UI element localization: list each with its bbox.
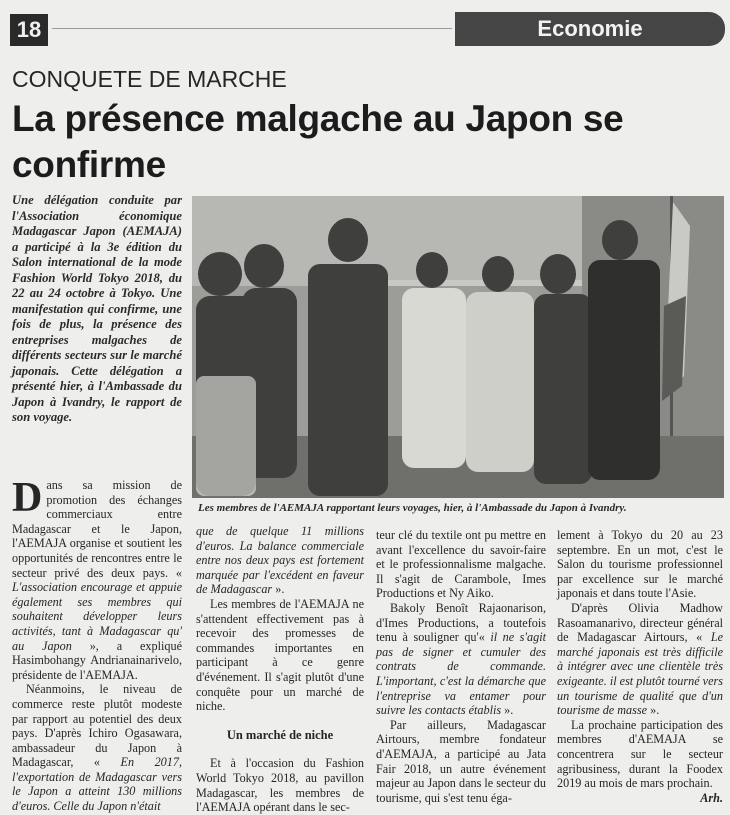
section-label: Economie <box>455 12 725 46</box>
article-lead: Une délégation conduite par l'Association économique Madagascar Japon (AEMAJA) a participé à la 3e édition du Salon international de la mode Fashion World Tokyo 2018, du 22 au 24 octobre à Tokyo. Une manifestation qui confirme, une fois de plus, la présence des entreprises malgaches de différents secteurs sur le marché japonais. Cette délégation a présenté hier, à l'Ambassade du Japon à Ivandry, le rapport de son voyage. <box>12 193 182 424</box>
paragraph: Et à l'occasion du Fashion World Tokyo 2018, au pavillon Madagascar, les membres de l'AEMAJA opérant dans le sec- <box>196 756 364 815</box>
paragraph <box>557 601 723 718</box>
text-run: ». <box>647 703 660 718</box>
quote-text: il ne s'agit pas de signer et cumuler des contrats de commande. L'important, c'est la démarche que l'entreprise va entamer pour suivre les contacts établis <box>376 630 546 718</box>
text-run: », a expliqué Hasimbohangy Andrianainarivelo, présidente de l'AEMAJA. <box>12 638 182 682</box>
paragraph: lement à Tokyo du 20 au 23 septembre. En un mot, c'est le Salon du tourisme professionnel par excellence sur le marché japonais et dans toute l'Asie. <box>557 528 723 601</box>
text-run: D'après Olivia Madhow Rasoamanarivo, directeur général de Madagascar Airtours, « <box>557 600 723 645</box>
paragraph: Les membres de l'AEMAJA ne s'attendent effectivement pas à recevoir des promesses de commandes importantes en participant à ce genre d'événement. Il s'agit plutôt d'une conquête pour un marché de niche. <box>196 596 364 714</box>
article-photo <box>192 196 724 498</box>
text-run: ». <box>272 582 285 597</box>
paragraph: La prochaine participation des membres d'AEMAJA se concentrera sur le secteur agribusiness, durant la Foodex 2019 au mois de mars prochain. <box>557 717 723 791</box>
page-number: 18 <box>10 14 48 46</box>
article-column-2 <box>196 524 364 815</box>
group-photo-image <box>192 196 724 498</box>
paragraph: Par ailleurs, Madagascar Airtours, membre fondateur d'AEMAJA, a participé au Jata Fair 2018, un autre événement majeur au Japon dans le secteur du tourisme, qui s'est tenu éga- <box>376 717 546 805</box>
text-run: Bakoly Benoît Rajaonarison, d'Imes Productions, a toutefois tenu à souligner qu'« <box>376 600 546 645</box>
paragraph <box>12 475 182 682</box>
text-run: ans sa mission de promotion des échanges commerciaux entre Madagascar et le Japon, l'AEMAJA organise et soutient les opportunités de rencontres entre le secteur privé des deux pays. « <box>12 478 182 580</box>
text-run: ». <box>501 703 514 718</box>
paragraph <box>376 601 546 718</box>
article-column-3 <box>376 528 546 805</box>
quote-text: L'association encourage et appuie également ses membres qui souhaitent développer leurs activités, tant à Madagascar qu' au Japon <box>12 580 182 653</box>
quote-text: que de quelque 11 millions d'euros. La balance commerciale entre nos deux pays est fortement marquée par l'excédent en faveur de Madagascar <box>196 524 364 597</box>
paragraph <box>12 682 182 813</box>
paragraph <box>196 524 364 597</box>
paragraph: teur clé du textile ont pu mettre en avant l'excellence du savoir-faire et le professionnalisme malgache. Il s'agit de Carambole, Imes Productions et Ny Aiko. <box>376 528 546 601</box>
drop-cap: D <box>12 475 43 521</box>
subheading: Un marché de niche <box>226 727 334 742</box>
text-run: Néanmoins, le niveau de commerce reste plutôt modeste par rapport au potentiel des deux pays. D'après Ichiro Ogasawara, ambassadeur du Japon à Madagascar, « <box>12 682 182 770</box>
quote-text: En 2017, l'exportation de Madagascar vers le Japon a atteint 130 millions d'euros. Celle du Japon n'était <box>12 755 182 814</box>
quote-text: Le marché japonais est très difficile à intégrer avec une clientèle très exigeante. il est plutôt tourné vers un tourisme de qualité que d'un tourisme de masse <box>557 630 723 718</box>
author-signature: Arh. <box>700 790 723 805</box>
header-rule <box>52 28 452 29</box>
photo-caption: Les membres de l'AEMAJA rapportant leurs voyages, hier, à l'Ambassade du Japon à Ivandry. <box>198 502 627 514</box>
article-kicker: CONQUETE DE MARCHE <box>12 66 287 92</box>
article-column-1 <box>12 475 182 814</box>
article-column-4 <box>557 528 723 805</box>
article-headline: La présence malgache au Japon se confirme <box>12 98 624 185</box>
